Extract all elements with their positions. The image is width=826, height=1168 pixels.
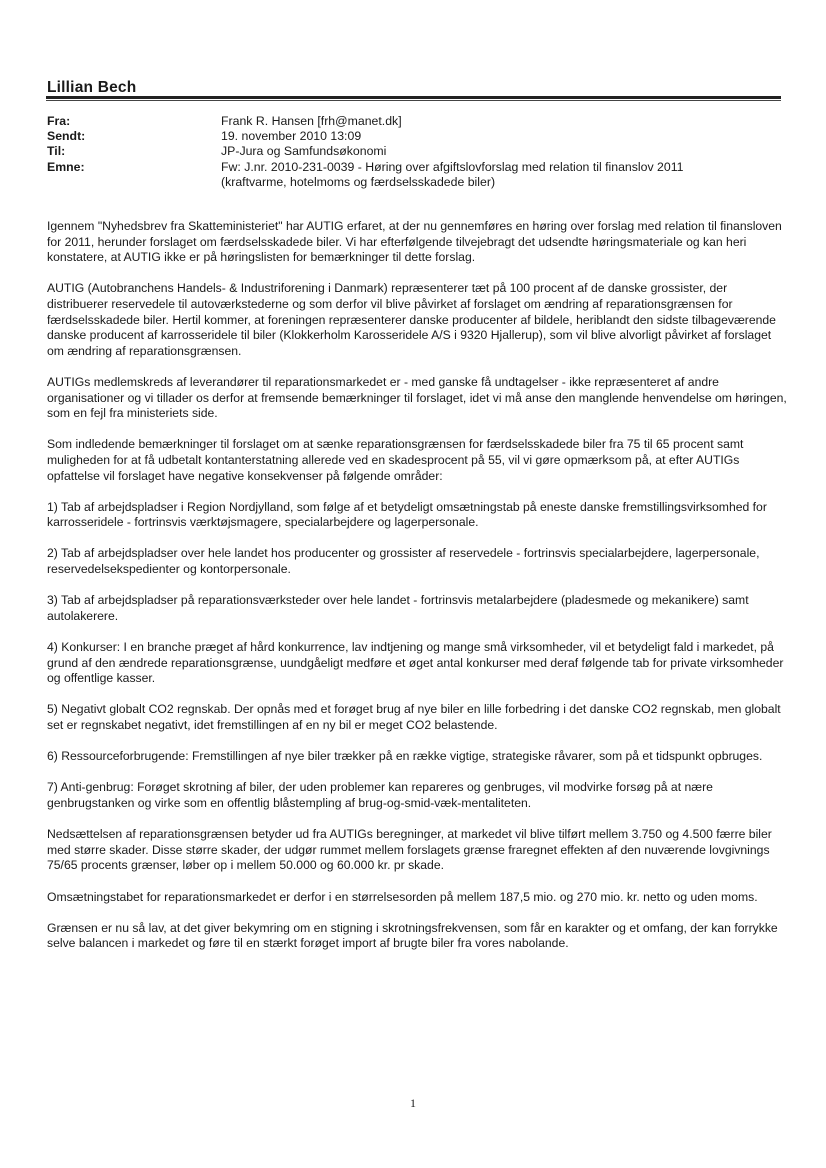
list-item-5: 5) Negativt globalt CO2 regnskab. Der opnås med et forøget brug af nye biler en lille forbedring i det danske CO2 regnskab, men globalt set er regnskabet negativt, idet fremstillingen af en ny bil er meget CO2 belastende. — [47, 702, 781, 732]
list-item-6: 6) Ressourceforbrugende: Fremstillingen af nye biler trækker på en række vigtige, strategiske råvarer, som på et tidspunkt opbruges. — [47, 749, 763, 764]
body-paragraph: AUTIGs medlemskreds af leverandører til reparationsmarkedet er - med ganske få undtagelser - ikke repræsenteret af andre organisationer og vi tillader os derfor at fremsende bemærkninger til forslaget, idet vi må anse den manglende henvendelse om høringen, som en fejl fra ministeriets side. — [47, 374, 787, 421]
subject-value — [221, 160, 787, 190]
list-item-7: 7) Anti-genbrug: Forøget skrotning af biler, der uden problemer kan repareres og genbruges, vil modvirke forsøg på at nære genbrugstanken og virke som en offentlig blåstempling af brug-og-smid-væk-mentaliteten. — [47, 780, 713, 810]
to-value: JP-Jura og Samfundsøkonomi — [221, 144, 387, 159]
body-paragraph: Igennem "Nyhedsbrev fra Skatteministeriet" har AUTIG erfaret, at der nu gennemføres en høring over forslag med relation til finansloven for 2011, herunder forslaget om færdselsskadede biler. Vi har efterfølgende tilvejebragt det udsendte høringsmateriale og kan heri konstatere, at AUTIG ikke er på høringslisten for bemærkninger til dette forslag. — [47, 219, 782, 265]
list-item-4: 4) Konkurser: I en branche præget af hård konkurrence, lav indtjening og mange små virksomheder, vil et betydeligt fald i markedet, på grund af den ændrede reparationsgrænse, uundgåeligt medføre et øget antal konkurser med deraf følgende tab for private virksomheder og offentlige kasser. — [47, 640, 784, 686]
list-item-3: 3) Tab af arbejdspladser på reparationsværksteder over hele landet - fortrinsvis metalarbejdere (pladesmede og mekanikere) samt autolakerere. — [47, 593, 749, 623]
sent-value: 19. november 2010 13:09 — [221, 129, 362, 144]
header-divider-thin — [46, 100, 781, 101]
email-meta-block — [47, 114, 787, 190]
meta-row-from — [47, 114, 787, 129]
to-label: Til: — [47, 144, 66, 159]
from-value: Frank R. Hansen [frh@manet.dk] — [221, 114, 402, 128]
header-divider — [46, 96, 781, 99]
sender-name-heading: Lillian Bech — [47, 79, 137, 96]
subject-label: Emne: — [47, 159, 85, 174]
list-item-2: 2) Tab af arbejdspladser over hele landet hos producenter og grossister af reservedele - fortrinsvis specialarbejdere, lagerpersonale, reservedelsekspedienter og kontorpersonale. — [47, 546, 760, 577]
meta-row-subject — [47, 160, 787, 190]
body-paragraph: AUTIG (Autobranchens Handels- & Industriforening i Danmark) repræsenterer tæt på 100 procent af de danske grossister, der distribuerer reservedele til autoværkstederne og som derfor vil blive påvirket af forslaget om ændring af reparationsgrænsen for færdselsskadede biler. Hertil kommer, at foreningen repræsenterer danske producenter af bildele, heriblandt den sidste tilbageværende danske producent af karrosseridele til biler (Klokkerholm Karosseridele A/S i 9320 Hjallerup), som vil blive alvorligt påvirket af forslaget om ændring af reparationsgrænsen. — [47, 281, 776, 358]
meta-row-to — [47, 144, 787, 159]
body-paragraph: Grænsen er nu så lav, at det giver bekymring om en stigning i skrotningsfrekvensen, som får en karakter og et omfang, der kan forrykke selve balancen i markedet og føre til en stærkt forøget import af brugte biler fra vores nabolande. — [47, 920, 778, 951]
subject-line-2: (kraftvarme, hotelmoms og færdselsskadede biler) — [221, 174, 496, 189]
list-item-1: 1) Tab af arbejdspladser i Region Nordjylland, som følge af et betydeligt omsætningstab på eneste danske fremstillingsvirksomhed for karrosseridele - fortrinsvis værktøjsmagere, specialarbejdere og lagerpersonale. — [47, 499, 767, 530]
body-paragraph: Som indledende bemærkninger til forslaget om at sænke reparationsgrænsen for færdselsskadede biler fra 75 til 65 procent samt muligheden for at få udbetalt kontanterstatning allerede ved en skadesprocent på 55, vil vi gøre opmærksom på, at efter AUTIGs opfattelse vil forslaget have negative konsekvenser på følgende områder: — [47, 437, 744, 483]
from-label: Fra: — [47, 114, 71, 128]
body-paragraph: Nedsættelsen af reparationsgrænsen betyder ud fra AUTIGs beregninger, at markedet vil blive tilført mellem 3.750 og 4.500 færre biler med større skader. Disse større skader, der udgør rummet mellem forslagets grænse fraregnet effekten af den nuværende lovgivnings 75/65 procents grænser, løber op i mellem 50.000 og 60.000 kr. pr skade. — [47, 827, 772, 873]
meta-row-sent — [47, 129, 787, 144]
letter-body — [47, 219, 787, 968]
body-paragraph: Omsætningstabet for reparationsmarkedet er derfor i en størrelsesorden på mellem 187,5 mio. og 270 mio. kr. netto og uden moms. — [47, 889, 758, 904]
subject-line-1: Fw: J.nr. 2010-231-0039 - Høring over afgiftslovforslag med relation til finanslov 2011 — [221, 159, 684, 174]
sent-label: Sendt: — [47, 129, 86, 144]
page-number: 1 — [410, 1096, 416, 1110]
